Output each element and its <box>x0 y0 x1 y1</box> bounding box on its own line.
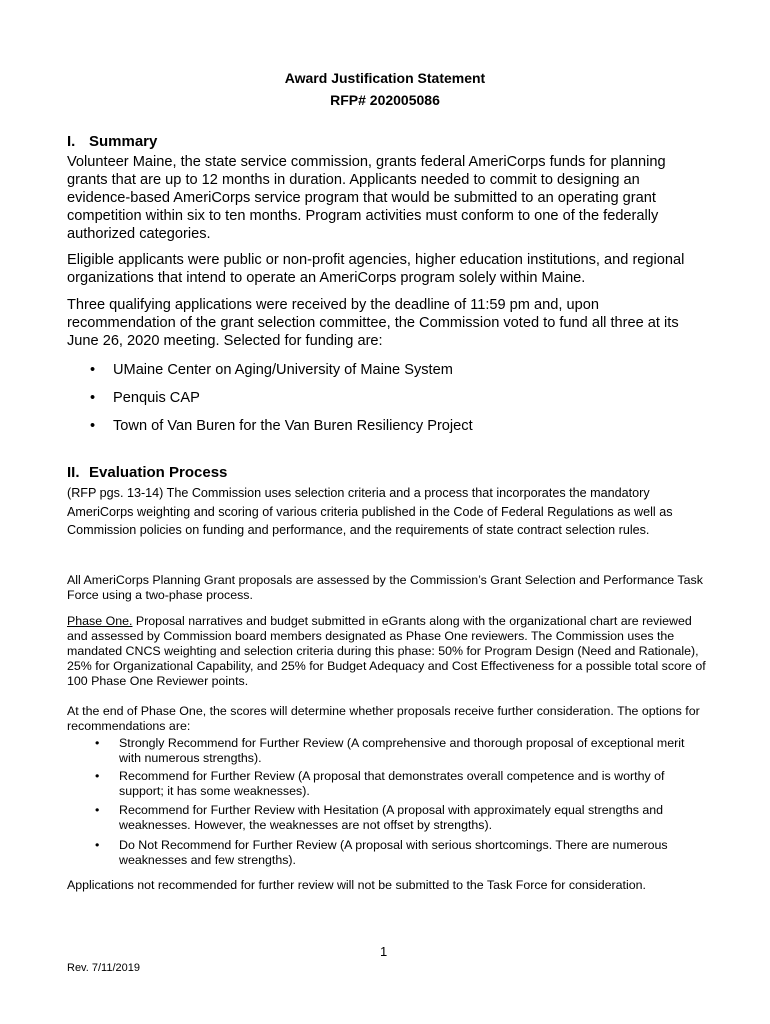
bullet-icon: • <box>95 769 100 783</box>
evaluation-paragraph-1: (RFP pgs. 13-14) The Commission uses selection criteria and a process that incorporates the mandatory AmeriCorps weighting and scoring of various criteria published in the Code of Federal Regulations as well as Commission policies on funding and performance, and the requirements of state contract selection rules. <box>67 486 673 537</box>
page-number: 1 <box>380 944 388 959</box>
phase-one-label: Phase One. <box>67 614 133 628</box>
recommendation-option: • Recommend for Further Review (A proposal that demonstrates overall competence and is worthy of support; it has some weaknesses). <box>95 769 665 798</box>
revision-date: Rev. 7/11/2019 <box>67 962 140 974</box>
summary-heading-text: Summary <box>89 133 158 150</box>
document-title: Award Justification Statement <box>284 70 486 86</box>
summary-paragraph-3: Three qualifying applications were received by the deadline of 11:59 pm and, upon recommendation of the grant selection committee, the Commission voted to fund all three at its June 26, 2020 meeting. Selected for funding are: <box>67 297 679 349</box>
bullet-icon: • <box>95 803 100 817</box>
summary-paragraph-1: Volunteer Maine, the state service commission, grants federal AmeriCorps funds for planning grants that are up to 12 months in duration. Applicants needed to commit to designing an evidence-based AmeriCorps service program that would be submitted to an operating grant competition within six to ten months. Program activities must conform to one of the federally authorized categories. <box>67 154 666 242</box>
summary-heading <box>67 133 157 150</box>
phase-one-paragraph <box>67 614 707 689</box>
evaluation-paragraph-4: At the end of Phase One, the scores will determine whether proposals receive further consideration. The options for recommendations are: <box>67 704 700 733</box>
recommendation-option: • Do Not Recommend for Further Review (A proposal with serious shortcomings. There are numerous weaknesses and few strengths). <box>95 838 668 867</box>
summary-paragraph-2: Eligible applicants were public or non-profit agencies, higher education institutions, and regional organizations that intend to operate an AmeriCorps program solely within Maine. <box>67 252 685 286</box>
phase-one-text: Proposal narratives and budget submitted in eGrants along with the organizational chart are reviewed and assessed by Commission board members designated as Phase One reviewers. The Commission uses the mandated CNCS weighting and selection criteria during this phase: 50% for Program Design (Need and Rationale), 25% for Organizational Capability, and 25% for Budget Adequacy and Cost Effectiveness for a possible total score of 100 Phase One Reviewer points. <box>67 614 706 688</box>
document-page: Award Justification Statement RFP# 202005086 I. Summary Volunteer Maine, the state service commission, grants federal AmeriCorps funds for planning grants that are up to 12 months in duration. Applicants needed to commit to designing an evidence-based AmeriCorps service program that would be submitted to an operating grant competition within six to ten months. Program activities must conform to one of the federally authorized categories. Eligible applicants were public or non-profit agencies, higher education institutions, and regional organizations that intend to operate an AmeriCorps program solely within Maine. Three qualifying applications were received by the deadline of 11:59 pm and, upon recommendation of the grant selection committee, the Commission voted to fund all three at its June 26, 2020 meeting. Selected for funding are: • UMaine Center on Aging/University of Maine System • Penquis CAP • Town of Van Buren for the Van Buren Resiliency Project II. Evaluation Process (RFP pgs. 13-14) The Commission uses selection criteria and a process that incorporates the mandatory AmeriCorps weighting and scoring of various criteria published in the Code of Federal Regulations as well as Commission policies on funding and performance, and the requirements of state contract selection rules. All AmeriCorps Planning Grant proposals are assessed by the Commission’s Grant Selection and Performance Task Force using a two-phase process. Phase One. Proposal narratives and budget submitted in eGrants along with the organizational chart are reviewed and assessed by Commission board members designated as Phase One reviewers. The Commission uses the mandated CNCS weighting and selection criteria during this phase: 50% for Program Design (Need and Rationale), 25% for Organizational Capability, and 25% for Budget Adequacy and Cost Effectiveness for a possible total score of 100 Phase One Reviewer points. At the end of Phase One, the scores will determine whether proposals receive further consideration. The options for recommendations are: • Strongly Recommend for Further Review (A comprehensive and thorough proposal of exceptional merit with numerous strengths). • Recommend for Further Review (A proposal that demonstrates overall competence and is worthy of support; it has some weaknesses). • Recommend for Further Review with Hesitation (A proposal with approximately equal strengths and weaknesses. However, the weaknesses are not offset by strengths). • Do Not Recommend for Further Review (A proposal with serious shortcomings. There are numerous weaknesses and few strengths). Applications not recommended for further review will not be submitted to the Task Force for consideration. 1 Rev. 7/11/2019 <box>0 0 770 1024</box>
rfp-number: RFP# 202005086 <box>330 92 440 108</box>
recommendation-option: • Strongly Recommend for Further Review (A comprehensive and thorough proposal of exceptional merit with numerous strengths). <box>95 736 685 765</box>
bullet-icon: • <box>90 390 96 406</box>
bullet-icon: • <box>95 838 100 852</box>
summary-number: I. <box>67 133 76 150</box>
evaluation-heading-text: Evaluation Process <box>89 464 228 481</box>
evaluation-number: II. <box>67 464 80 481</box>
bullet-icon: • <box>95 736 100 750</box>
evaluation-paragraph-5: Applications not recommended for further review will not be submitted to the Task Force for consideration. <box>67 878 646 892</box>
evaluation-paragraph-2: All AmeriCorps Planning Grant proposals are assessed by the Commission’s Grant Selection and Performance Task Force using a two-phase process. <box>67 573 703 602</box>
evaluation-heading <box>67 464 227 481</box>
bullet-icon: • <box>90 418 96 434</box>
bullet-icon: • <box>90 362 96 378</box>
recommendation-option: • Recommend for Further Review with Hesitation (A proposal with approximately equal strengths and weaknesses. However, the weaknesses are not offset by strengths). <box>95 803 664 832</box>
